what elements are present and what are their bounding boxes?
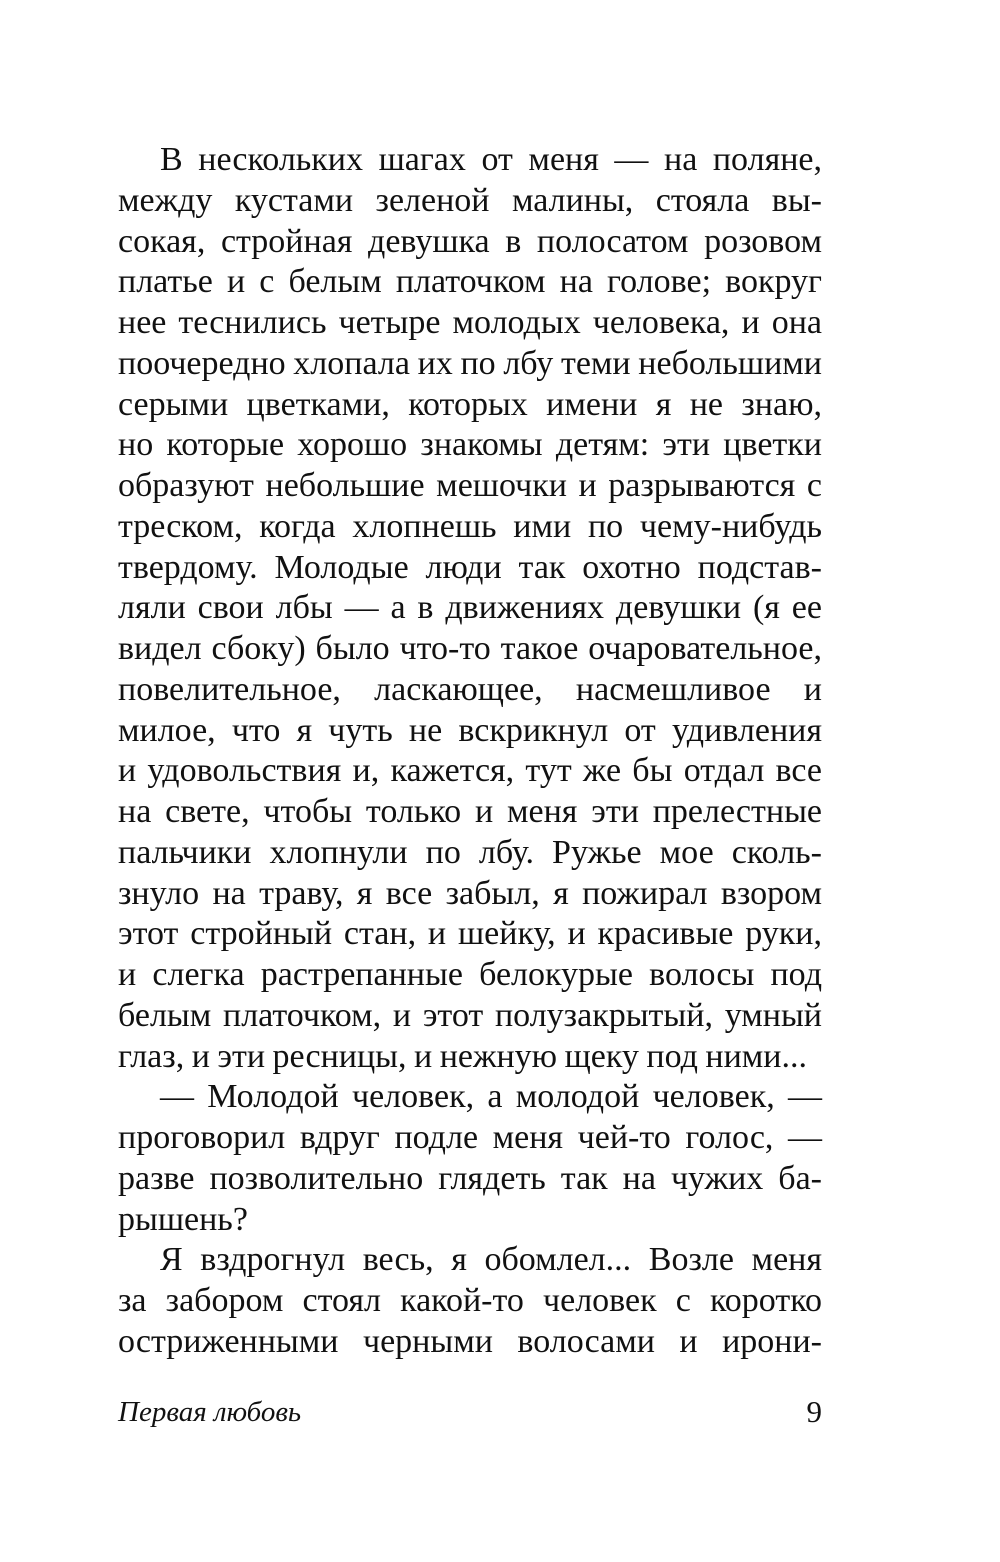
text-line-17: на свете, чтобы только и меня эти прелестные [118,793,822,830]
text-line-16: и удовольствия и, кажется, тут же бы отдал все [118,752,822,790]
text-line-12: ляли свои лбы — а в движениях девушки (я ее [118,589,822,627]
page-footer [118,1392,822,1432]
text-line-29: за забором стоял какой-то человек с коротко [118,1282,822,1319]
text-line-14: повелительное, ласкающее, насмешливое и [118,670,822,708]
text-line-9: образуют небольшие мешочки и разрываются с [118,467,822,504]
text-line-13: видел сбоку) было что-то такое очаровательное, [118,630,822,667]
text-line-23: глаз, и эти ресницы, и нежную щеку под ними... [118,1037,807,1075]
text-line-27: рышень? [118,1200,248,1238]
text-line-22: белым платочком, и этот полузакрытый, умный [118,996,822,1034]
text-line-30: остриженными черными волосами и ирони- [118,1322,822,1360]
text-line-5: нее теснились четыре молодых человека, и она [118,304,822,341]
text-line-3: сокая, стройная девушка в полосатом розовом [118,222,822,260]
text-line-21: и слегка растрепанные белокурые волосы под [118,956,822,993]
text-line-19: знуло на траву, я все забыл, я пожирал взором [118,874,822,912]
text-line-26: разве позволительно глядеть так на чужих ба- [118,1159,822,1197]
running-title: Первая любовь [118,1396,302,1428]
text-line-2: между кустами зеленой малины, стояла вы- [118,181,822,219]
text-line-11: твердому. Молодые люди так охотно подстав- [118,548,822,586]
text-line-25: проговорил вдруг подле меня чей-то голос, — [118,1119,822,1156]
text-line-7: серыми цветками, которых имени я не знаю, [118,385,822,423]
page-number: 9 [806,1394,822,1429]
text-line-10: треском, когда хлопнешь ими по чему-нибудь [118,507,822,545]
text-line-4: платье и с белым платочком на голове; вокруг [118,263,822,301]
text-line-18: пальчики хлопнули по лбу. Ружье мое сколь- [118,833,822,871]
page-body-text [118,140,822,1363]
text-line-28: Я вздрогнул весь, я обомлел... Возле меня [160,1241,822,1279]
text-line-24: — Молодой человек, а молодой человек, — [160,1078,822,1116]
text-line-8: но которые хорошо знакомы детям: эти цветки [118,426,822,464]
text-line-6: поочередно хлопала их по лбу теми небольшими [118,344,822,382]
text-line-15: милое, что я чуть не вскрикнул от удивления [118,711,822,749]
text-line-20: этот стройный стан, и шейку, и красивые руки, [118,915,822,953]
text-line-1: В нескольких шагах от меня — на поляне, [160,141,822,178]
